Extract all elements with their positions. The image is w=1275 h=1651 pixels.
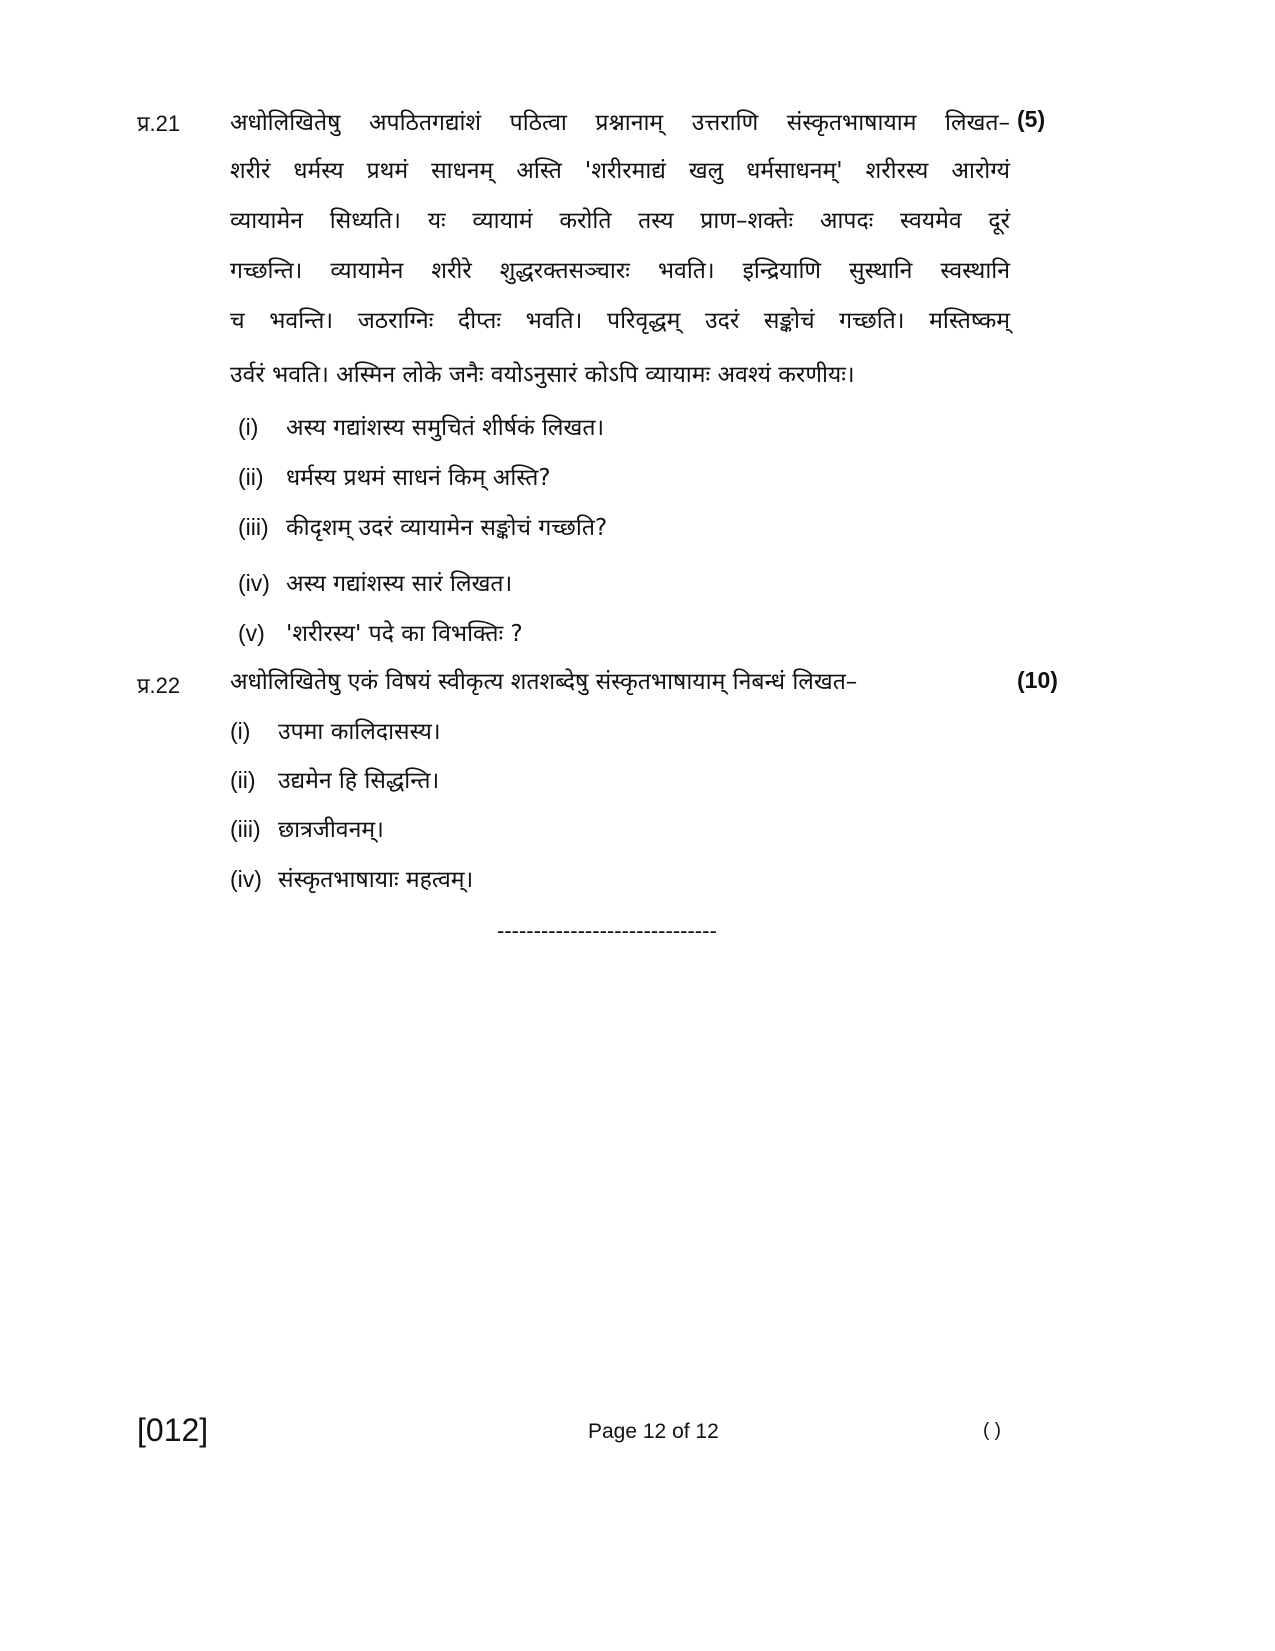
subquestion xyxy=(238,566,512,598)
paper-code: [012] xyxy=(137,1412,209,1448)
passage-line: च भवन्ति। जठराग्निः दीप्तः भवति। परिवृद्धम् उदरं सङ्कोचं गच्छति। मस्तिष्कम् xyxy=(230,308,1010,334)
subquestion-label: (ii) xyxy=(238,464,264,490)
subquestion xyxy=(238,410,604,442)
essay-option xyxy=(230,862,473,894)
essay-option xyxy=(230,812,384,844)
passage-line: गच्छन्ति। व्यायामेन शरीरे शुद्धरक्तसञ्चारः भवति। इन्द्रियाणि सुस्थानि स्वस्थानि xyxy=(230,258,1010,284)
subquestion-text: अस्य गद्यांशस्य सारं लिखत। xyxy=(286,571,513,597)
page-number: Page 12 of 12 xyxy=(588,1420,719,1443)
question-22-instruction: अधोलिखितेषु एकं विषयं स्वीकृत्य शतशब्देषु संस्कृतभाषायाम् निबन्धं लिखत– xyxy=(230,669,858,695)
essay-option-text: संस्कृतभाषायाः महत्वम्। xyxy=(278,867,474,893)
essay-option-label: (ii) xyxy=(230,767,256,793)
question-22-number: प्र.22 xyxy=(137,673,181,698)
essay-option-text: छात्रजीवनम्। xyxy=(278,817,384,843)
passage-line: उर्वरं भवति। अस्मिन लोके जनैः वयोऽनुसारं कोऽपि व्यायामः अवश्यं करणीयः। xyxy=(230,362,855,388)
subquestion xyxy=(238,616,523,648)
question-22-marks: (10) xyxy=(1017,667,1058,693)
passage-line: व्यायामेन सिध्यति। यः व्यायामं करोति तस्य प्राण–शक्तेः आपदः स्वयमेव दूरं xyxy=(230,208,1010,234)
subquestion-label: (v) xyxy=(238,620,265,646)
subquestion-label: (iv) xyxy=(238,570,270,596)
essay-option xyxy=(230,763,439,795)
essay-option-label: (i) xyxy=(230,718,251,744)
subquestion-text: कीदृशम् उदरं व्यायामेन सङ्कोचं गच्छति? xyxy=(286,515,608,541)
question-21-instruction: अधोलिखितेषु अपठितगद्यांशं पठित्वा प्रश्नानाम् उत्तराणि संस्कृतभाषायाम लिखत– xyxy=(230,110,1010,136)
essay-option-text: उद्यमेन हि सिद्धन्ति। xyxy=(278,768,440,794)
essay-option-text: उपमा कालिदासस्य। xyxy=(278,719,441,745)
subquestion-text: अस्य गद्यांशस्य समुचितं शीर्षकं लिखत। xyxy=(286,415,605,441)
question-21-number: प्र.21 xyxy=(137,111,181,136)
subquestion xyxy=(238,460,551,492)
passage-line: शरीरं धर्मस्य प्रथमं साधनम् अस्ति 'शरीरमाद्यं खलु धर्मसाधनम्' शरीरस्य आरोग्यं xyxy=(230,158,1010,184)
footer-parenthesis: ( ) xyxy=(983,1420,1001,1441)
question-21-marks: (5) xyxy=(1017,106,1046,132)
essay-option xyxy=(230,714,441,746)
subquestion-label: (i) xyxy=(238,414,259,440)
essay-option-label: (iv) xyxy=(230,866,262,892)
subquestion-text: धर्मस्य प्रथमं साधनं किम् अस्ति? xyxy=(286,465,551,491)
subquestion-text: 'शरीरस्य' पदे का विभक्तिः ? xyxy=(286,621,523,647)
subquestion xyxy=(238,510,607,542)
end-divider: ------------------------------ xyxy=(497,918,717,943)
essay-option-label: (iii) xyxy=(230,816,261,842)
subquestion-label: (iii) xyxy=(238,514,269,540)
